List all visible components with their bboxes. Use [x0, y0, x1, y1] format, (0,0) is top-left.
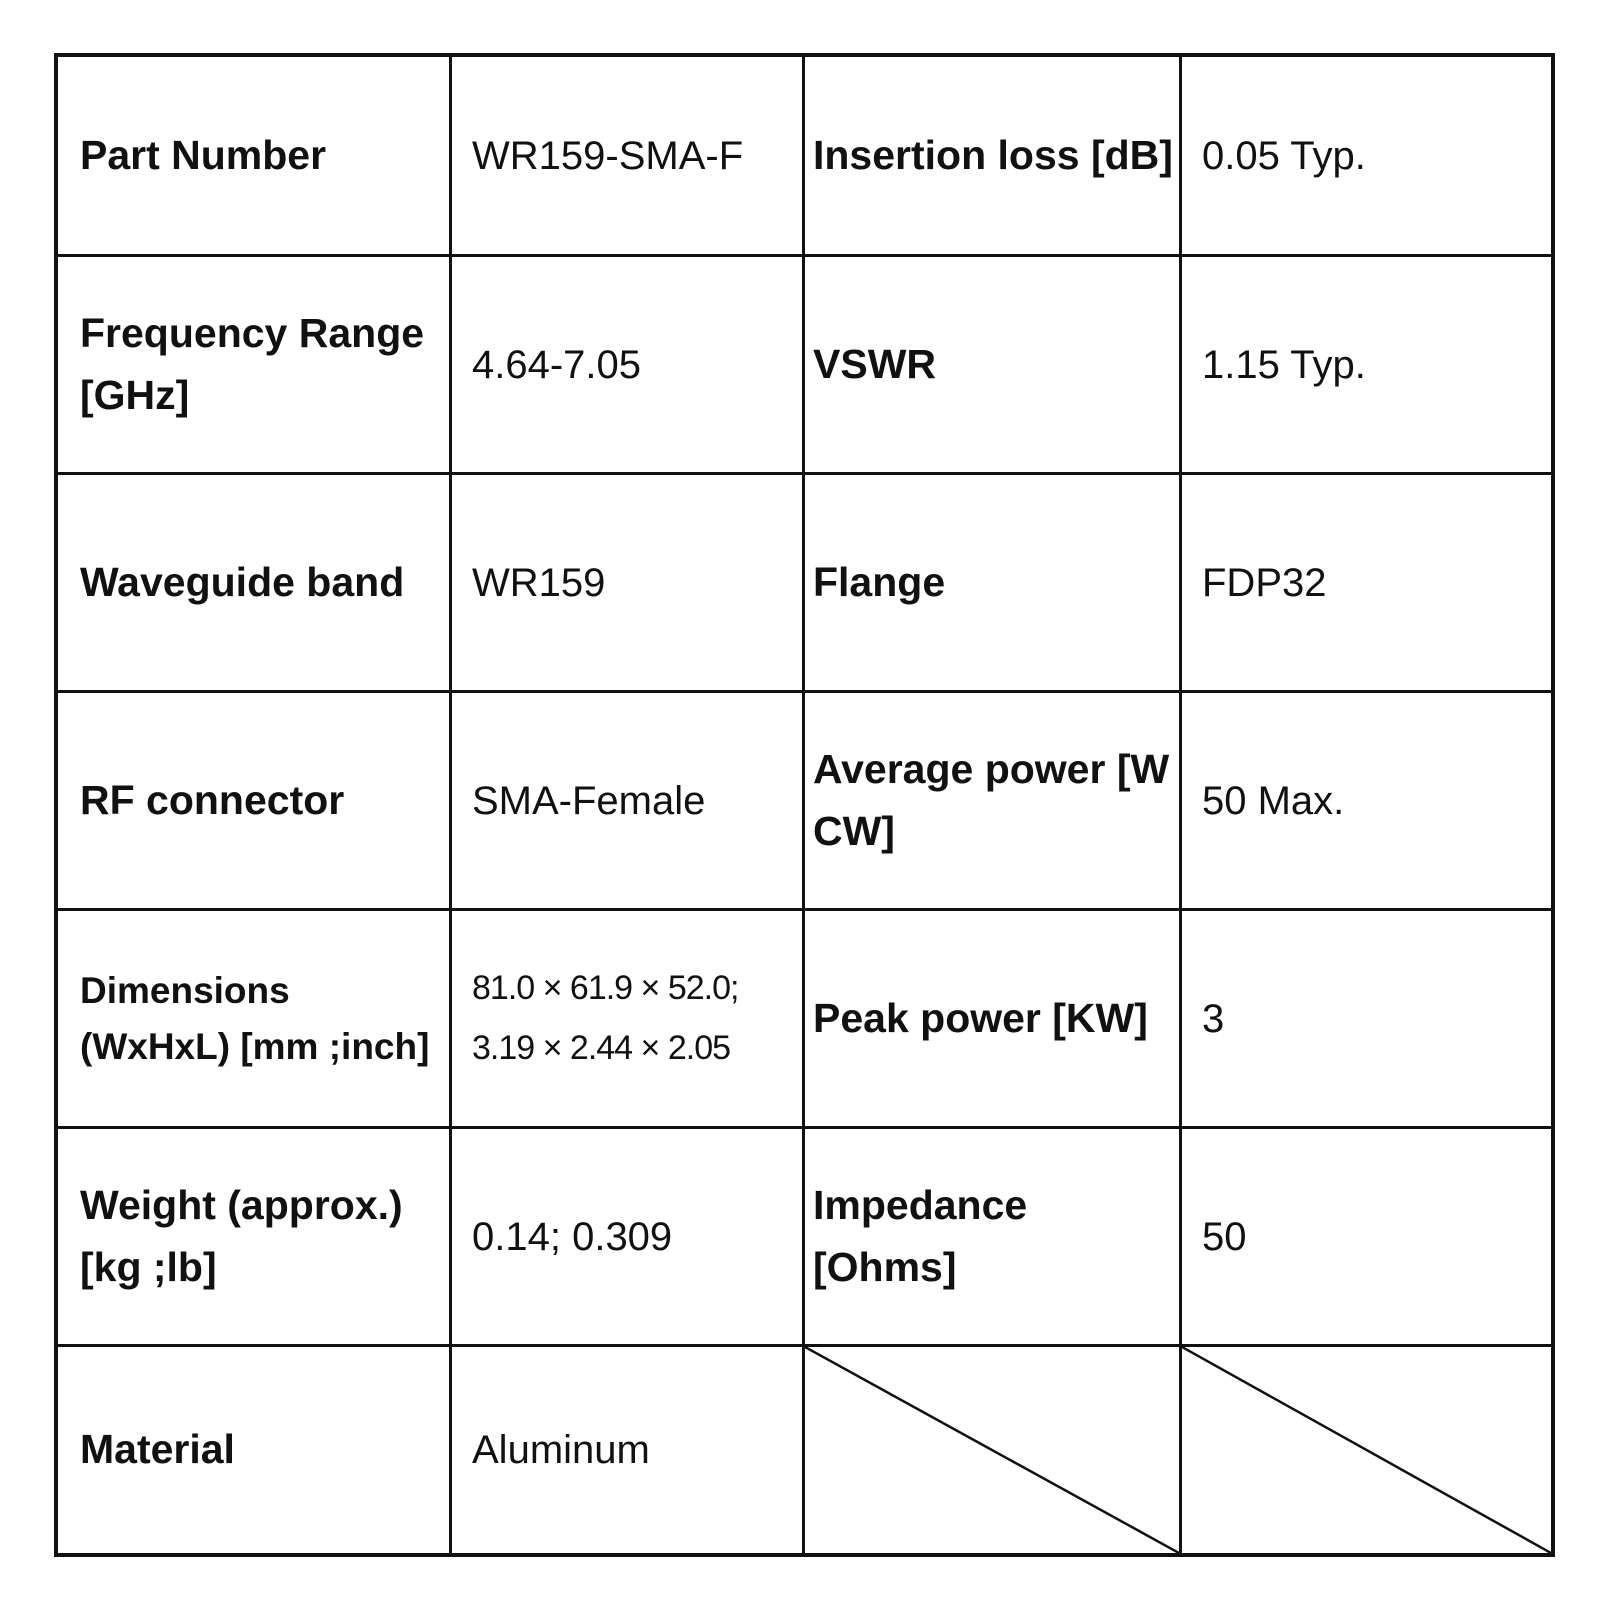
- param-value: SMA-Female: [452, 693, 805, 911]
- param-label: RF connector: [58, 693, 452, 911]
- param-value: 50: [1182, 1129, 1551, 1347]
- param-value: 50 Max.: [1182, 693, 1551, 911]
- param-label: Average power [W CW]: [805, 693, 1182, 911]
- param-label: Weight (approx.) [kg ;lb]: [58, 1129, 452, 1347]
- param-label: Waveguide band: [58, 475, 452, 693]
- param-label: VSWR: [805, 257, 1182, 475]
- diagonal-line: [1182, 1347, 1551, 1553]
- param-value: [452, 911, 805, 1129]
- param-value: 0.14; 0.309: [452, 1129, 805, 1347]
- param-value: WR159-SMA-F: [452, 57, 805, 257]
- dimensions-inch: 3.19 × 2.44 × 2.05: [472, 1028, 731, 1067]
- param-value: WR159: [452, 475, 805, 693]
- empty-cell-diagonal: [805, 1347, 1182, 1553]
- spec-table: [54, 53, 1555, 1557]
- dimensions-mm: 81.0 × 61.9 × 52.0;: [472, 969, 739, 1007]
- param-value: FDP32: [1182, 475, 1551, 693]
- param-label: Impedance [Ohms]: [805, 1129, 1182, 1347]
- param-value: Aluminum: [452, 1347, 805, 1553]
- param-label: Frequency Range [GHz]: [58, 257, 452, 475]
- param-label: Part Number: [58, 57, 452, 257]
- param-value: 4.64-7.05: [452, 257, 805, 475]
- param-label: Peak power [KW]: [805, 911, 1182, 1129]
- param-label: Insertion loss [dB]: [805, 57, 1182, 257]
- param-label: Flange: [805, 475, 1182, 693]
- param-label: Dimensions (WxHxL) [mm ;inch]: [58, 911, 452, 1129]
- param-label: Material: [58, 1347, 452, 1553]
- empty-cell-diagonal: [1182, 1347, 1551, 1553]
- diagonal-line: [805, 1347, 1179, 1553]
- param-value: 1.15 Typ.: [1182, 257, 1551, 475]
- param-value: 0.05 Typ.: [1182, 57, 1551, 257]
- param-value: 3: [1182, 911, 1551, 1129]
